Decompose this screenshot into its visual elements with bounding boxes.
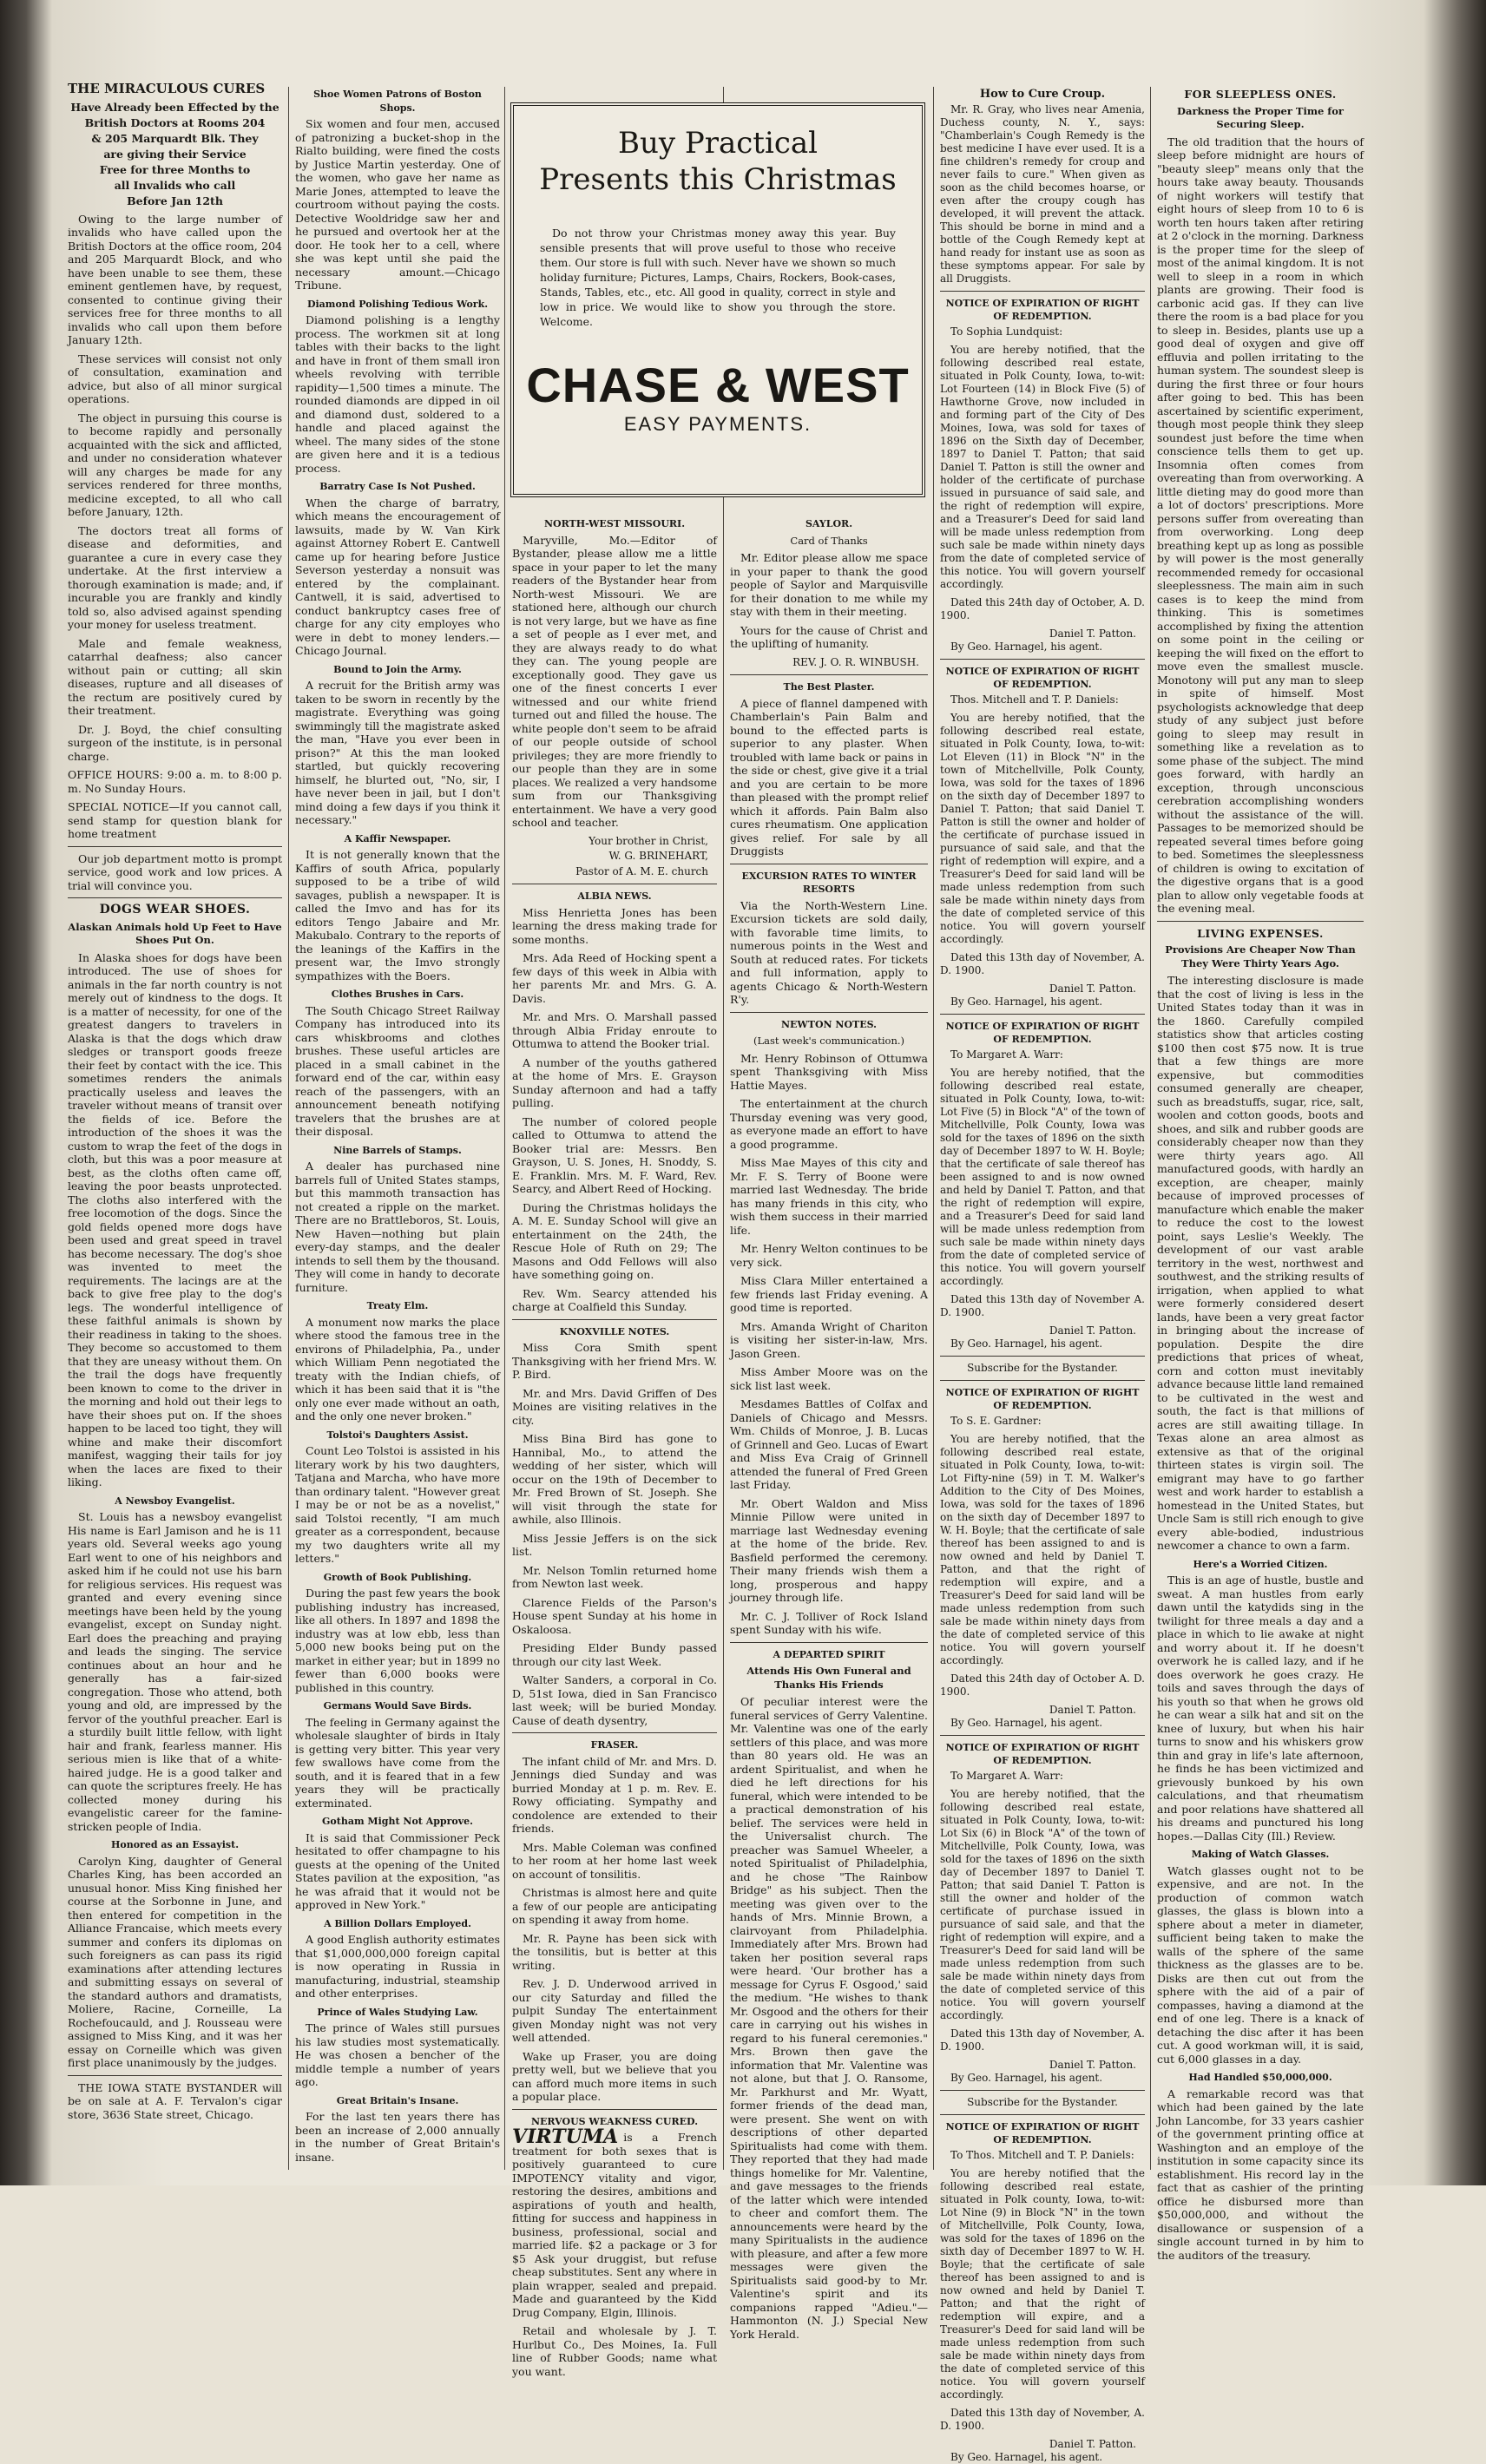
notice-headline: NOTICE OF EXPIRATION OF RIGHT OF REDEMPTION. [945, 298, 1140, 322]
column-rule [933, 87, 934, 2170]
article-paragraph: Count Leo Tolstoi is assisted in his literary work by his two daughters, Tatjana and Marcha, who have more than ordinary talent. "However great I may be or not be as a novelist," said Tolstoi recently, "I am much greater as a correspondent, because my two daughters write all my letters." [295, 1444, 500, 1565]
subhead: Darkness the Proper Time for Securing Sleep. [1177, 104, 1344, 130]
headline: Making of Watch Glasses. [1191, 1849, 1330, 1860]
signature: Daniel T. Patton. [1049, 1704, 1136, 1716]
article-paragraph: The South Chicago Street Railway Company has introduced into its cars whiskbrooms and clothes brushes. These useful articles are placed in a small cabinet in the forward end of the car, within easy reach of the passengers, with an announcement beneath notifying travelers that the brushes are at their disposal. [295, 1003, 500, 1138]
article-paragraph: A recruit for the British army was taken to be sworn in recently by the magistrate. Everything was going swimmingly till the magistrate asked the man, "Have you ever been in prison?" At this the man looked startled, but quickly recovering himself, he blurted out, "No, sir, I have never been in jail, but I don't mind doing a few days if you think it necessary." [295, 679, 500, 826]
headline: SAYLOR. [805, 518, 853, 529]
headline: KNOXVILLE NOTES. [559, 1325, 670, 1337]
article-paragraph: During the past few years the book publishing industry has increased, like all others. In 1897 and 1898 the industry was at low ebb, less than 5,000 new books being put on the market in either year; but in 1899 no fewer than 6,000 books were published in this country. [295, 1587, 500, 1694]
article-paragraph: Maryville, Mo.—Editor of Bystander, please allow me a little space in your paper to let the many readers of the Bystander hear from North-west Missouri. We are stationed here, although our church is not very large, but we have as fine a set of people as I ever met, and they are always ready to do what they can. The young people are exceptionally good. They gave us one of the finest concerts I ever witnessed and our white friend turned out and filled the house. The white people don't seem to be afraid of our people outside of school privileges; they are more friendly to our people than they are in some places. We realized a very handsome sum from our Thanksgiving entertainment. We have a very good school and teacher. [512, 533, 717, 829]
subscribe-notice: Subscribe for the Bystander. [967, 1362, 1118, 1374]
column-3 [512, 512, 717, 2378]
headline: NERVOUS WEAKNESS CURED. [530, 2115, 699, 2127]
article-paragraph: Diamond polishing is a lengthy process. The workmen sit at long tables with their backs to the light and have in front of them small iron wheels revolving with terrible rapidity—1,500 times a minute. The rounded diamonds are dipped in oil and diamond dust, soldered to a handle and placed against the wheel. The many sides of the stone are given here and it is a tedious process. [295, 313, 500, 475]
headline: A Billion Dollars Employed. [324, 1917, 471, 1929]
office-hours: OFFICE HOURS: 9:00 a. m. to 8:00 p. m. No Sunday Hours. [68, 768, 282, 795]
subhead: (Last week's communication.) [753, 1035, 905, 1047]
news-item: Miss Jessie Jeffers is on the sick list. [512, 1531, 717, 1558]
news-item: Miss Cora Smith spent Thanksgiving with her friend Mrs. W. P. Bird. [512, 1341, 717, 1381]
news-item: Walter Sanders, a corporal in Co. D, 51st Iowa, died in San Francisco last week; will be buried Monday. Cause of death dysentry, [512, 1673, 717, 1727]
notice-body: You are hereby notified, that the following described real estate, situated in Polk County, Iowa, to-wit: Lot Fourteen (14) in Block Five (5) of Hawthorne Grove, now included in and forming part of the City of Des Moines, Iowa, was sold for taxes of 1896 on the Sixth day of December, 1897 to Daniel T. Patton; that said Daniel T. Patton is still the owner and holder of the certificate of purchase issued in pursuance of said sale, and the right of redemption will expire, and a Treasurer's Deed for said land will be made unless redemption from such sale be made within ninety days from the date of completed service of this notice. You will govern yourself accordingly. [940, 344, 1145, 590]
signature: REV. J. O. R. WINBUSH. [792, 655, 919, 668]
notice-agent: By Geo. Harnagel, his agent. [950, 2451, 1103, 2463]
divider [512, 1319, 717, 1320]
column-1 [68, 82, 282, 2170]
article-paragraph: Yours for the cause of Christ and the uplifting of humanity. [730, 623, 928, 650]
column-rule [288, 87, 289, 2170]
headline: Treaty Elm. [366, 1300, 429, 1311]
article-paragraph: In Alaska shoes for dogs have been introduced. The use of shoes for animals in the far north country is not merely out of kindness to the dogs. It is a matter of necessity, for one of the greatest dangers to travelers in Alaska is that the dogs which draw sledges or transport goods freeze their feet by contact with the ice. This sometimes renders the animals practically useless and leaves the traveler without means of transit over the fields of ice. Before the introduction of the shoes it was the custom to wrap the feet of the dogs in cloth, but this was a poor measure at best, as the cloths often came off, leaving the poor beasts unprotected. The cloths also interfered with the free locomotion of the dogs. Since the gold fields opened more dogs have been used and great speed in travel has become necessary. The dog's shoe was invented to meet the requirements. The lacings are at the back to give free play to the dog's legs. The wonderful intelligence of these faithful animals is shown by their readiness in taking to the shoes. They become so accustomed to them that they are uneasy without them. On the trail the dogs have frequently been known to come to the driver in the morning and hold out their legs to have their shoes put on. If the shoes happen to be laced too tight, they will whine and make their discomfort manifest, wagging their tails for joy when the laces are fixed to their liking. [68, 950, 282, 1488]
column-4 [730, 512, 928, 2341]
news-item: The infant child of Mr. and Mrs. D. Jennings died Sunday and was burried Monday at 1 p. m. Rev. E. Rowy officiating. Sympathy and condolence are extended to their friends. [512, 1754, 717, 1835]
virtuma-brand: VIRTUMA [512, 2126, 619, 2148]
news-item: Presiding Elder Bundy passed through our city last Week. [512, 1641, 717, 1668]
news-item: Christmas is almost here and quite a few of our people are anticipating on spending it away from home. [512, 1886, 717, 1926]
news-item: Rev. J. D. Underwood arrived in our city Saturday and filled the pulpit Sunday The entertainment given Monday night was not very well attended. [512, 1977, 717, 2044]
news-item: Retail and wholesale by J. T. Hurlbut Co., Des Moines, Ia. Full line of Rubber Goods; name what you want. [512, 2324, 717, 2378]
notice-headline: NOTICE OF EXPIRATION OF RIGHT OF REDEMPTION. [945, 2121, 1140, 2145]
notice-agent: By Geo. Harnagel, his agent. [950, 995, 1103, 1008]
signature: Daniel T. Patton. [1049, 1324, 1136, 1337]
notice-agent: By Geo. Harnagel, his agent. [950, 1337, 1103, 1350]
lead-line: & 205 Marquardt Blk. They [91, 131, 259, 145]
col1-lead [68, 100, 282, 209]
notice-body: You are hereby notified, that the following described real estate, situated in Polk County, Iowa, to-wit: Lot Six (6) in Block "A" of the town of Mitchellville, Polk County, Iowa, was sold for the taxes of 1896 on the sixth day of December 1897 to Daniel T. Patton; that said Daniel T. Patton is still the owner and holder of the certificate of purchase issued in pursuance of said sale, and that the right of redemption will expire, and a Treasurer's Deed for said land will be made unless redemption from such sale be made within ninety days from the date of completed service of this notice. You will govern yourself accordingly. [940, 1788, 1145, 2021]
news-item: Mrs. Mable Coleman was confined to her room at her home last week on account of tonsilitis. [512, 1840, 717, 1881]
divider [940, 1356, 1145, 1357]
divider [940, 2090, 1145, 2091]
divider [940, 291, 1145, 292]
news-item: Mr. C. J. Tolliver of Rock Island spent Sunday with his wife. [730, 1609, 928, 1636]
article-paragraph: A dealer has purchased nine barrels full of United States stamps, but this mammoth transaction has not created a ripple on the market. There are no Brattleboros, St. Louis, New Haven—nothing but plain every-day stamps, and the dealer intends to sell them by the thousand. They will come in handy to decorate furniture. [295, 1160, 500, 1294]
ad-title-line: Buy Practical [617, 126, 819, 161]
article-paragraph: The old tradition that the hours of sleep before midnight are hours of "beauty sleep" means only that the hours take away beauty. Thousands of night workers will testify that eight hours of sleep from 10 to 6 is worth ten hours taken after retiring at 2 o'clock in the morning. Darkness is the proper time for the sleep of most of the animal kingdom. It is not well to sleep in a room in which plants are growing. Their food is carbonic acid gas. If they can live there the room is a bad place for you to sleep in. Besides, plants use up a good deal of oxygen and give off effluvia and pollen irritating to the human system. The soundest sleep is during the first three or four hours after going to bed. This has been ascertained by scientific experiment, though most people think they sleep soundest just before the time when conscience tells them to get up. Insomnia often comes from overeating than from overworking. A little dieting may do good more than a lot of doctors' prescriptions. More persons suffer from overeating than from overworking. Long deep breathing kept up as long as possible by will power is the most generally recommended remedy for occasional sleeplessness. The main aim in such cases is to keep the mind from thinking. This is sometimes accomplished by fixing the attention on some point in the ceiling or keeping the will fixed on the effort to move even the smallest muscle. Monotony will put any man to sleep in spite of himself. Most psychologists acknowledge that deep study of any subject just before going to sleep may result in something like a revelation as to some phase of the subject. The mind goes forward, with hardly an exception, through unconscious cerebration accomplishing wonders without the assistance of the will. Passages to be memorized should be repeated several times before going to bed. Sometimes the sleeplessness of children is owing to excitation of the digestive organs that is a good plan to allow only vegetable foods at the evening meal. [1157, 135, 1364, 915]
notice-dated: Dated this 13th day of November A. D. 1900. [940, 1293, 1145, 1318]
news-item: Mr. Nelson Tomlin returned home from Newton last week. [512, 1563, 717, 1590]
news-item: Miss Clara Miller entertained a few friends last Friday evening. A good time is reported. [730, 1274, 928, 1314]
article-paragraph: Six women and four men, accused of patronizing a bucket-shop in the Rialto building, were fined the costs by Justice Martin yesterday. One of the women, who gave her name as Marie Jones, attempted to leave the courtroom without paying the costs. Detective Wooldridge saw her and he pursued and overtook her at the door. He took her to a cell, where she was kept until she paid the necessary amount.—Chicago Tribune. [295, 117, 500, 292]
notice-dated: Dated this 13th day of November, A. D. 1900. [940, 2407, 1145, 2432]
column-rule [1150, 87, 1151, 2170]
article-paragraph: The object in pursuing this course is to become rapidly and personally acquainted with the sick and afflicted, and under no consideration whatever will any charges be made for any services rendered for three months, medicine excepted, to all who call before January, 12th. [68, 411, 282, 518]
headline: Nine Barrels of Stamps. [333, 1144, 462, 1156]
dogs-subhead: Alaskan Animals hold Up Feet to Have Shoes Put On. [68, 920, 282, 946]
headline: Had Handled $50,000,000. [1188, 2072, 1332, 2083]
headline: How to Cure Croup. [979, 88, 1106, 101]
virtuma-ad [512, 2126, 717, 2319]
article-paragraph: The feeling in Germany against the wholesale slaughter of birds in Italy is getting very bitter. This year very few swallows have come from the south, and it is feared that in a few years they will be practically exterminated. [295, 1715, 500, 1810]
signature: W. G. BRINEHART, [608, 850, 708, 862]
article-paragraph: Dr. J. Boyd, the chief consulting surgeon of the institute, is in personal charge. [68, 722, 282, 763]
headline: Tolstoi's Daughters Assist. [326, 1429, 469, 1441]
news-item: Mr. and Mrs. O. Marshall passed through Albia Friday enroute to Ottumwa to attend the Booker trial. [512, 1010, 717, 1050]
divider [1157, 921, 1364, 922]
lead-line: all Invalids who call [114, 178, 236, 192]
news-item: Mesdames Battles of Colfax and Daniels of Chicago and Messrs. Wm. Childs of Monroe, J. B. Lucas of Grinnell and Geo. Lucas of Ewart and Miss Eva Craig of Grinnell attended the funeral of Fred Green last Friday. [730, 1397, 928, 1491]
chase-west-advertisement [510, 102, 925, 497]
notice-headline: NOTICE OF EXPIRATION OF RIGHT OF REDEMPTION. [945, 1021, 1140, 1045]
lead-line: Have Already been Effected by the [70, 100, 279, 114]
article-paragraph: The doctors treat all forms of disease and deformities, and guarantee a cure in every case they undertake. At the first interview a thorough examination is made; and, if incurable you are frankly and kindly told so, also advised against spending your money for useless treatment. [68, 523, 282, 631]
headline: Germans Would Save Birds. [323, 1700, 472, 1712]
headline: Diamond Polishing Tedious Work. [306, 298, 489, 310]
column-6 [1157, 82, 1364, 2262]
notice-body: You are hereby notified, that the following described real estate, situated in Polk County, Iowa, to-wit: Lot Fifty-nine (59) in T. M. Walker's Addition to the City of Des Moines, Iowa, was sold for the taxes of 1896 on the sixth day of December 1897 to W. H. Boyle; that the certificate of sale thereof has been assigned to and is now owned and held by Daniel T. Patton, and that the right of redemption will expire, and a Treasurer's Deed for said land will be made unless redemption from such sale be made within ninety days from the date of completed service of this notice. You will govern yourself accordingly. [940, 1433, 1145, 1666]
headline: FOR SLEEPLESS ONES. [1184, 88, 1337, 101]
notice-agent: By Geo. Harnagel, his agent. [950, 2072, 1103, 2084]
ad-title [514, 125, 922, 198]
article-paragraph: It is said that Commissioner Peck hesitated to offer champagne to his guests at the opening of the United States pavilion at the exposition, "as he was afraid that it would not be approved in New York." [295, 1830, 500, 1911]
lead-line: are giving their Service [103, 147, 247, 161]
headline: Gotham Might Not Approve. [322, 1816, 473, 1827]
notice-dated: Dated this 24th day of October, A. D. 1900. [940, 596, 1145, 621]
article-paragraph: The interesting disclosure is made that the cost of living is less in the United States today than it was in the 1860. Carefully compiled statistics show that articles costing $100 then cost $75 now. It is true that a few things are more expensive, but commodities consumed generally are cheaper, such as breadstuffs, sugar, rice, salt, woolen and cotton goods, boots and shoes, and silk and rubber goods are considerably cheaper now than they were thirty years ago. All manufactured goods, with hardly an exception, are cheaper, mainly because of improved processes of manufacture which enable the maker to reduce the cost to the lowest point, says Leslie's Weekly. The development of our vast arable territory in the west, northwest and southwest, and the striking results of irrigation, when applied to what were formerly considered desert lands, have been a very great factor in bringing about the increase of population. Despite the dire predictions that prices of wheat, corn and cotton must inevitably advance because little land remained to be cultivated in the west and south, the fact is that millions of acres are still awaiting tillage. In Texas alone an area almost as extensive as that of the original thirteen states is virgin soil. The emigrant may have to go farther west and work harder to establish a homestead in the United States, but Uncle Sam is still rich enough to give every able-bodied, industrious newcomer a chance to own a farm. [1157, 974, 1364, 1552]
article-paragraph: These services will consist not only of consultation, examination and advice, but also of all minor surgical operations. [68, 352, 282, 405]
column-2 [295, 82, 500, 2170]
headline: Prince of Wales Studying Law. [317, 2006, 478, 2018]
headline: NORTH-WEST MISSOURI. [543, 518, 686, 529]
notice-to: Thos. Mitchell and T. P. Daniels: [950, 693, 1119, 706]
divider [512, 1732, 717, 1733]
divider [730, 674, 928, 675]
article-paragraph: Mr. Editor please allow me space in your paper to thank the good people of Saylor and Marquisville for their donation to me while my stay with them in their meeting. [730, 551, 928, 618]
headline: FRASER. [590, 1739, 639, 1751]
article-paragraph: A piece of flannel dampened with Chamberlain's Pain Balm and bound to the effected parts is superior to any plaster. When troubled with lame back or pains in the side or chest, give give it a trial and you are certain to be more than pleased with the prompt relief which it affords. Pain Balm also cures rheumatism. One application gives relief. For sale by all Druggists [730, 696, 928, 857]
headline: Growth of Book Publishing. [323, 1571, 472, 1583]
article-paragraph: Owing to the large number of invalids who have called upon the British Doctors at the office room, 204 and 205 Marquardt Block, and who have been unable to see them, these eminent gentlemen have, by request, consented to continue giving their services free for three months to all invalids who call upon them before January 12th. [68, 212, 282, 346]
article-paragraph: Watch glasses ought not to be expensive, and are not. In the production of common watch glasses, the glass is blown into a sphere about a meter in diameter, sufficient being taken to make the walls of the sphere of the same thickness as the glasses are to be. Disks are then cut out from the sphere with the aid of a pair of compasses, having a diamond at the end of one leg. There is a knack of detaching the disc after it has been cut. A good workman will, it is said, cut 6,000 glasses in a day. [1157, 1863, 1364, 2066]
article-paragraph: Carolyn King, daughter of General Charles King, has been accorded an unusual honor. Miss King finished her course at the Sorbonne in June, and then entered for competition in the Alliance Francaise, which meets every summer and confers its diplomas on such foreigners as can pass its rigid examinations after attending lectures and submitting essays on several of the standard authors and dramatists, Moliere, Racine, Corneille, La Rochefoucauld, and J. Rousseau were assigned to Miss King, and it was her essay on Corneille which was given first place unanimously by the judges. [68, 1854, 282, 2069]
virtuma-text: is a French treatment for both sexes that is positively guaranteed to cure IMPOTENCY vitality and vigor, restoring the desires, ambitions and aspirations of youth and health, fitting for success and happiness in business, professional, social and married life. $2 a package or 3 for $5 Ask your druggist, but refuse cheap substitutes. Sent any where in plain wrapper, sealed and prepaid. Made and guaranteed by the Kidd Drug Company, Elgin, Illinois. [512, 2131, 717, 2319]
signature: Your brother in Christ, [588, 834, 708, 847]
divider [730, 1012, 928, 1013]
job-motto: Our job department motto is prompt service, good work and low prices. A trial will convince you. [68, 851, 282, 892]
divider [512, 2109, 717, 2110]
special-notice: SPECIAL NOTICE—If you cannot call, send stamp for question blank for home treatment [68, 800, 282, 840]
news-item: Miss Mae Mayes of this city and Mr. F. S. Terry of Boone were married last Wednesday. The bride has many friends in this city, who wish them success in their married life. [730, 1156, 928, 1237]
headline: The Best Plaster. [783, 681, 875, 693]
notice-to: To Margaret A. Warr: [950, 1048, 1063, 1061]
news-item: Mr. Obert Waldon and Miss Minnie Pillow were united in marriage last Wednesday evening at the home of the bride. Rev. Basfield performed the ceremony. Their many friends wish them a long, prosperous and happy journey through life. [730, 1496, 928, 1604]
notice-dated: Dated this 13th day of November, A. D. 1900. [940, 951, 1145, 976]
headline: ALBIA NEWS. [577, 890, 652, 902]
article-paragraph: It is not generally known that the Kaffirs of south Africa, popularly supposed to be a tribe of wild savages, publish a newspaper. It is called the Imvo and has for its editors Tengo Jabaire and Mr. Makubalo. Contrary to the reports of the leanings of the Kaffirs in the present war, the Imvo strongly sympathizes with the Boers. [295, 848, 500, 982]
subscribe-notice: Subscribe for the Bystander. [967, 2096, 1118, 2108]
headline: LIVING EXPENSES. [1197, 926, 1324, 940]
notice-body: You are hereby notified, that the following described real estate, situated in Polk County, Iowa, to-wit: Lot Five (5) in Block "A" of the town of Mitchellville, Polk County, Iowa was sold for the taxes of 1896 on the sixth day of December 1897 to W. H. Boyle; that the certificate of sale thereof has been assigned to and is now owned and held by Daniel T. Patton, and that the right of redemption will expire, and a Treasurer's Deed for said land will be made unless redemption from such sale be made within ninety days from the date of completed service of this notice. You will govern yourself accordingly. [940, 1067, 1145, 1287]
article-paragraph: A monument now marks the place where stood the famous tree in the environs of Philadelphia, Pa., under which William Penn negotiated the treaty with the Indian chiefs, of which it has been said that it is "the only one ever made without an oath, and the only one never broken." [295, 1315, 500, 1423]
headline: EXCURSION RATES TO WINTER RESORTS [741, 870, 917, 895]
divider [68, 897, 282, 898]
article-paragraph: A good English authority estimates that $1,000,000,000 foreign capital is now operating in Russia in manufacturing, industrial, steamship and other enterprises. [295, 1933, 500, 2000]
column-5 [940, 82, 1145, 2463]
notice-agent: By Geo. Harnagel, his agent. [950, 1717, 1103, 1729]
signature: Daniel T. Patton. [1049, 982, 1136, 995]
notice-headline: NOTICE OF EXPIRATION OF RIGHT OF REDEMPTION. [945, 1387, 1140, 1411]
signature: Daniel T. Patton. [1049, 2059, 1136, 2071]
ad-tagline: EASY PAYMENTS. [623, 413, 812, 435]
news-item: Wake up Fraser, you are doing pretty well, but we believe that you can afford much more items in such a popular place. [512, 2049, 717, 2103]
article-paragraph: This is an age of hustle, bustle and sweat. A man hustles from early dawn until the katydids sing in the twilight for three meals a day and a place in which to lie awake at night and worry about it. If he doesn't overwork he is called lazy, and if he does overwork he goes crazy. He toils and saves through the days of his youth so that when he grows old he can wear a silk hat and sit on the knee of luxury, but when his hair turns to snow and his whiskers grow thin and gray in life's late afternoon, he finds he has been victimized and grievously bunkoed by his own calculations, and that rheumatism and poor relations have shattered all his dreams and punctured his long hopes.—Dallas City (Ill.) Review. [1157, 1574, 1364, 1843]
notice-body: You are hereby notified, that the following described real estate, situated in Polk County, Iowa, to-wit: Lot Eleven (11) in Block "N" in the town of Mitchellville, Polk County, Iowa, was sold for the taxes of 1896 on the sixth day of December 1897 to Daniel T. Patton; that said Daniel T. Patton is still the owner and holder of the certificate of purchase issued in pursuance of said sale, and that the right of redemption will expire, and a Treasurer's Deed for said land will be made unless redemption from such sale be made within ninety days from the date of completed service of this notice. You will govern yourself accordingly. [940, 712, 1145, 945]
subhead: Provisions Are Cheaper Now Than They Were Thirty Years Ago. [1165, 943, 1356, 969]
headline: NEWTON NOTES. [780, 1018, 878, 1030]
news-item: Miss Bina Bird has gone to Hannibal, Mo., to attend the wedding of her sister, which will occur on the 19th of December to Mr. Fred Brown of St. Joseph. She will visit through the state for awhile, also Illinois. [512, 1432, 717, 1526]
article-paragraph: Via the North-Western Line. Excursion tickets are sold daily, with favorable time limits, to numerous points in the West and South at reduced rates. For tickets and full information, apply to agents Chicago & North-Western R'y. [730, 898, 928, 1006]
ad-body: Do not throw your Christmas money away this year. Buy sensible presents that will prove useful to those who receive them. Our store is full with such. Never have we shown so much holiday furniture; Pictures, Lamps, Chairs, Rockers, Book-cases, Stands, Tables, etc., etc. All good in quality, correct in style and low in price. We would like to show you through the store. Welcome. [540, 227, 896, 328]
notice-body: You are hereby notified that the following described real estate, situated in Polk county, Iowa, to-wit: Lot Nine (9) in Block "N" in the town of Mitchellville, Polk County, Iowa, was sold for the taxes of 1896 on the sixth day of December 1897 to W. H. Boyle; that the certificate of sale thereof has been assigned to and is now owned and held by Daniel T. Patton; and that the right of redemption will expire, and a Treasurer's Deed for said land will be made unless redemption from such sale be made within ninety days from the date of completed service of this notice. You will govern yourself accordingly. [940, 2167, 1145, 2401]
news-item: Miss Amber Moore was on the sick list last week. [730, 1365, 928, 1392]
headline: Bound to Join the Army. [333, 663, 462, 675]
sale-notice: THE IOWA STATE BYSTANDER will be on sale at A. F. Tervalon's cigar store, 3636 State street, Chicago. [68, 2080, 282, 2121]
article-paragraph: St. Louis has a newsboy evangelist His name is Earl Jamison and he is 11 years old. Several weeks ago young Earl went to one of his neighbors and asked him if he could not use his barn for religious services. His request was granted and every evening since meetings have been held by the young evangelist, except on Sunday night. Earl does the preaching and praying and leads the singing. The service continues about an hour and he generally has a fair-sized congregation. Those who attend, both young and old, are impressed by the fervor of the youthful preacher. Earl is a sturdily built little fellow, with light hair and frank, fearless manner. His serious mien is like that of a white-haired judge. He is a good talker and can quote the scriptures freely. He has collected money during his evangelistic career for the famine-stricken people of India. [68, 1510, 282, 1833]
notice-dated: Dated this 13th day of November, A. D. 1900. [940, 2027, 1145, 2053]
news-item: Mr. Henry Robinson of Ottumwa spent Thanksgiving with Miss Hattie Mayes. [730, 1051, 928, 1092]
col1-title: THE MIRACULOUS CURES [68, 81, 266, 96]
headline: Barratry Case Is Not Pushed. [319, 481, 476, 492]
ad-brand: CHASE & WEST [526, 358, 910, 412]
subhead: Card of Thanks [790, 534, 868, 547]
divider [940, 1380, 1145, 1381]
evangelist-headline: A Newsboy Evangelist. [115, 1495, 235, 1507]
headline: A Kaffir Newspaper. [344, 832, 451, 844]
notice-to: To S. E. Gardner: [950, 1415, 1042, 1427]
divider [940, 659, 1145, 660]
headline: Shoe Women Patrons of Boston Shops. [313, 89, 482, 114]
news-item: A number of the youths gathered at the home of Mrs. E. Grayson Sunday afternoon and had a taffy pulling. [512, 1055, 717, 1109]
notice-agent: By Geo. Harnagel, his agent. [950, 641, 1103, 653]
news-item: Clarence Fields of the Parson's House spent Sunday at his home in Oskaloosa. [512, 1595, 717, 1636]
notice-dated: Dated this 24th day of October A. D. 1900. [940, 1672, 1145, 1698]
divider [940, 1014, 1145, 1015]
lead-line: British Doctors at Rooms 204 [84, 115, 266, 129]
article-paragraph: For the last ten years there has been an increase of 2,000 annually in the number of Great Britain's insane. [295, 2110, 500, 2164]
news-item: Mrs. Ada Reed of Hocking spent a few days of this week in Albia with her parents Mr. and Mrs. G. A. Davis. [512, 951, 717, 1005]
news-item: Rev. Wm. Searcy attended his charge at Coalfield this Sunday. [512, 1286, 717, 1313]
news-item: Mrs. Amanda Wright of Chariton is visiting her sister-in-law, Mrs. Jason Green. [730, 1319, 928, 1360]
dogs-headline: DOGS WEAR SHOES. [99, 903, 251, 917]
news-item: Mr. R. Payne has been sick with the tonsilitis, but is better at this writing. [512, 1931, 717, 1972]
news-item: Mr. and Mrs. David Griffen of Des Moines are visiting relatives in the city. [512, 1386, 717, 1427]
article-paragraph: Mr. R. Gray, who lives near Amenia, Duchess county, N. Y., says: "Chamberlain's Cough Remedy is the best medicine I have ever used. It is a fine children's remedy for croup and never fails to cure." When given as soon as the child becomes hoarse, or even after the croupy cough has developed, it will prevent the attack. This should be borne in mind and a bottle of the Cough Remedy kept at hand ready for instant use as soon as these symptoms appear. For sale by all Druggists. [940, 103, 1145, 285]
signature: Daniel T. Patton. [1049, 2438, 1136, 2450]
notice-headline: NOTICE OF EXPIRATION OF RIGHT OF REDEMPTION. [945, 666, 1140, 690]
headline: Great Britain's Insane. [336, 2094, 459, 2106]
signature: Pastor of A. M. E. church [575, 864, 708, 877]
article-paragraph: Male and female weakness, catarrhal deafness; also cancer without pain or cutting; all skin diseases, rupture and all diseases of the rectum are positively cured by their treatment. [68, 636, 282, 717]
news-item: During the Christmas holidays the A. M. E. Sunday School will give an entertainment on the 24th, the Rescue Hole of Ruth on 29; The Masons and Odd Fellows will also have something going on. [512, 1200, 717, 1281]
column-rule [504, 87, 505, 2170]
divider [940, 2114, 1145, 2115]
article-paragraph: The prince of Wales still pursues his law studies most systematically. He was chosen a bencher of the middle temple a number of years ago. [295, 2021, 500, 2088]
subhead: Attends His Own Funeral and Thanks His Friends [746, 1665, 911, 1691]
article-paragraph: Of peculiar interest were the funeral services of Gerry Valentine. Mr. Valentine was one of the early settlers of this place, and was more than 80 years old. He was an ardent Spiritualist, and when he died he left directions for his funeral, which were intended to be a practical demonstration of his belief. The services were held in the Universalist church. The preacher was Samuel Wheeler, a noted Spiritualist of Philadelphia, and he chose "The Rainbow Bridge" as his subject. Then the meeting was given over to the hands of Mrs. Minnie Brown, a clairvoyant from Philadelphia. Immediately after Mrs. Brown had taken her position several raps were heard. 'Our brother has a message for Cyrus F. Osgood,' said the medium. "He wishes to thank Mr. Osgood and the others for their care in carrying out his wishes in regard to his funeral ceremonies." Mrs. Brown then gave the information that Mr. Valentine was not alone, but that J. O. Ransome, Mr. Parkhurst and Mr. Wyatt, former friends of the dead man, were present. She went on with descriptions of other departed Spiritualists had come with them. They reported that they had made things homelike for Mr. Valentine, and gave messages to the friends of the latter which were intended to cheer and comfort them. The announcements were heard by the many Spiritualists in the audience with pleasure, and after a few more messages were given the Spiritualists said good-by to Mr. Valentine's spirit and its companions rapped "Adieu."—Hammonton (N. J.) Special New York Herald. [730, 1695, 928, 2341]
essayist-headline: Honored as an Essayist. [110, 1839, 240, 1850]
lead-line: Before Jan 12th [127, 194, 223, 207]
divider [68, 846, 282, 847]
headline: Here's a Worried Citizen. [1193, 1558, 1328, 1570]
article-paragraph: A remarkable record was that which had been gained by the late John Lancombe, for 33 years cashier of the government printing office at Washington and an employe of the institution in some capacity since its establishment. His record lay in the fact that as cashier of the printing office he disbursed more than $50,000,000, and without the disallowance or suspension of a single account turned in by him to the auditors of the treasury. [1157, 2086, 1364, 2262]
notice-to: To Margaret A. Warr: [950, 1770, 1063, 1782]
news-item: Mr. Henry Welton continues to be very sick. [730, 1242, 928, 1269]
article-paragraph: When the charge of barratry, which means the encouragement of lawsuits, made by W. Van Kirk against Attorney Robert E. Cantwell came up for hearing before Justice Severson yesterday a nonsuit was entered by the complainant. Cantwell, it is said, advertised to conduct bankruptcy cases free of charge for any city employes who were in debt to money lenders.—Chicago Journal. [295, 496, 500, 657]
notice-headline: NOTICE OF EXPIRATION OF RIGHT OF REDEMPTION. [945, 1742, 1140, 1766]
news-item: The entertainment at the church Thursday evening was very good, as everyone made an effort to have a good programme. [730, 1097, 928, 1151]
signature: Daniel T. Patton. [1049, 627, 1136, 640]
news-item: The number of colored people called to Ottumwa to attend the Booker trial are: Messrs. Ben Grayson, U. S. Jones, H. Snoddy, S. E. Franklin. Mrs. M. F. Ward, Rev. Searcy, and Albert Reed of Hocking. [512, 1114, 717, 1195]
headline: Clothes Brushes in Cars. [331, 989, 464, 1000]
ad-title-line: Presents this Christmas [539, 162, 897, 197]
headline: A DEPARTED SPIRIT [773, 1648, 885, 1660]
divider [730, 1642, 928, 1643]
divider [940, 1735, 1145, 1736]
notice-to: To Sophia Lundquist: [950, 325, 1063, 338]
divider [68, 2075, 282, 2076]
news-item: Miss Henrietta Jones has been learning the dress making trade for some months. [512, 905, 717, 946]
notice-to: To Thos. Mitchell and T. P. Daniels: [950, 2149, 1134, 2161]
lead-line: Free for three Months to [99, 162, 251, 176]
